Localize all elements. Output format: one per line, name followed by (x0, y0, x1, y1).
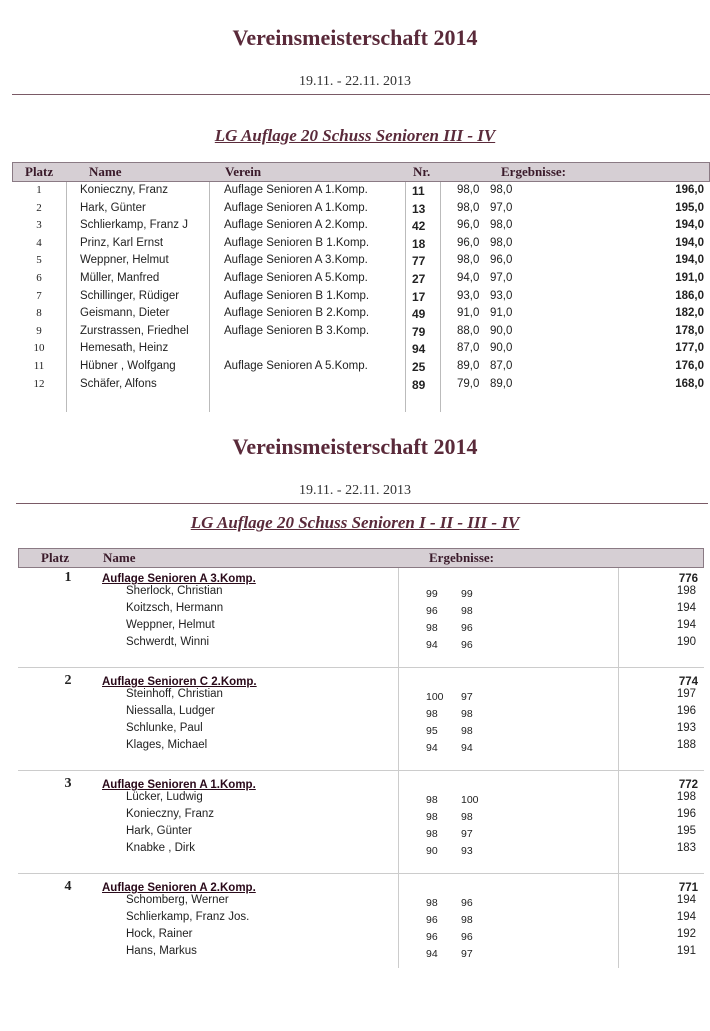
member-total: 196 (676, 705, 696, 717)
team-block (18, 673, 704, 773)
result-2-cell: 90,0 (490, 324, 513, 337)
member-total: 198 (676, 791, 696, 803)
member-score-2: 93 (461, 845, 473, 857)
result-2-cell: 91,0 (490, 307, 513, 320)
competition-subtitle-2: LG Auflage 20 Schuss Senioren I - II - III - IV (190, 513, 520, 532)
member-name: Lücker, Ludwig (126, 791, 203, 803)
total-cell: 168,0 (675, 377, 704, 390)
club-cell: Auflage Senioren B 2.Komp. (224, 307, 370, 320)
result-1-cell: 94,0 (457, 272, 480, 284)
number-cell: 49 (412, 307, 426, 322)
number-cell: 11 (412, 184, 425, 198)
result-1-cell: 98,0 (457, 254, 480, 267)
member-name: Hock, Rainer (126, 928, 193, 940)
member-total: 195 (676, 825, 696, 837)
total-cell: 178,0 (675, 324, 704, 337)
member-score-1: 94 (426, 742, 438, 754)
number-cell: 94 (412, 342, 426, 357)
team-total: 771 (678, 882, 698, 894)
member-row (18, 739, 704, 756)
table-row (12, 235, 710, 253)
name-cell: Geismann, Dieter (80, 307, 170, 320)
team-block (18, 776, 704, 876)
page-title-1: Vereinsmeisterschaft 2014 (232, 25, 478, 50)
member-score-2: 98 (461, 811, 473, 823)
member-row (18, 722, 704, 739)
rank-cell: 7 (36, 289, 42, 302)
member-score-1: 98 (426, 828, 438, 840)
member-score-2: 94 (461, 742, 473, 754)
result-1-cell: 93,0 (457, 289, 480, 302)
member-score-1: 98 (426, 708, 438, 720)
team-separator (18, 770, 704, 771)
member-score-2: 97 (461, 828, 473, 840)
member-total: 196 (676, 808, 696, 820)
total-cell: 194,0 (675, 254, 704, 267)
result-1-cell: 98,0 (457, 184, 480, 196)
result-2-cell: 98,0 (490, 236, 513, 249)
name-cell: Zurstrassen, Friedhel (80, 324, 189, 337)
member-row (18, 636, 704, 653)
table-row (12, 340, 710, 358)
header-ergebnisse: Ergebnisse: (429, 550, 494, 565)
member-name: Niessalla, Ludger (126, 705, 215, 717)
member-row (18, 928, 704, 945)
team-block (18, 879, 704, 979)
member-name: Klages, Michael (126, 739, 208, 751)
name-cell: Schäfer, Alfons (80, 377, 157, 390)
rank-cell: 12 (33, 377, 45, 390)
table-row (12, 358, 710, 376)
name-cell: Hübner , Wolfgang (80, 360, 176, 372)
name-cell: Weppner, Helmut (80, 254, 169, 267)
table-row (12, 182, 710, 200)
team-rank: 3 (64, 776, 72, 791)
header-name: Name (89, 164, 122, 179)
member-score-2: 100 (461, 794, 479, 806)
result-1-cell: 79,0 (457, 377, 480, 390)
member-name: Schlierkamp, Franz Jos. (126, 911, 250, 923)
member-score-2: 99 (461, 588, 473, 600)
table-row (12, 217, 710, 235)
total-cell: 194,0 (675, 219, 704, 232)
result-2-cell: 87,0 (490, 360, 513, 372)
team-total: 774 (678, 676, 698, 688)
result-2-cell: 96,0 (490, 254, 513, 267)
member-score-1: 100 (426, 691, 444, 703)
rank-cell: 5 (36, 254, 42, 267)
header-ergebnisse: Ergebnisse: (501, 164, 566, 179)
member-row (18, 945, 704, 962)
member-row (18, 602, 704, 619)
member-name: Schlunke, Paul (126, 722, 203, 734)
member-score-2: 96 (461, 622, 473, 634)
member-row (18, 585, 704, 602)
member-score-2: 97 (461, 948, 473, 960)
total-cell: 186,0 (675, 289, 704, 302)
rank-cell: 9 (36, 324, 42, 337)
member-total: 188 (676, 739, 696, 751)
member-score-1: 98 (426, 811, 438, 823)
member-score-2: 98 (461, 914, 473, 926)
name-cell: Schillinger, Rüdiger (80, 289, 180, 302)
member-score-2: 96 (461, 897, 473, 909)
member-score-1: 99 (426, 588, 438, 600)
result-1-cell: 88,0 (457, 324, 480, 337)
rank-cell: 6 (36, 272, 42, 284)
number-cell: 27 (412, 272, 426, 286)
rank-cell: 3 (36, 219, 42, 232)
club-cell: Auflage Senioren A 2.Komp. (224, 219, 368, 232)
rank-cell: 8 (36, 307, 42, 320)
page-title-2: Vereinsmeisterschaft 2014 (232, 434, 478, 459)
total-cell: 191,0 (675, 272, 704, 284)
header-platz: Platz (41, 550, 70, 565)
member-score-1: 98 (426, 897, 438, 909)
result-1-cell: 89,0 (457, 360, 480, 372)
total-cell: 194,0 (675, 236, 704, 249)
club-cell: Auflage Senioren A 5.Komp. (224, 272, 368, 284)
rank-cell: 2 (36, 201, 42, 214)
number-cell: 89 (412, 377, 426, 392)
name-cell: Prinz, Karl Ernst (80, 236, 164, 249)
number-cell: 25 (412, 360, 426, 374)
result-1-cell: 91,0 (457, 307, 480, 320)
member-total: 197 (676, 688, 696, 700)
member-total: 190 (676, 636, 696, 648)
table-row (12, 252, 710, 270)
name-cell: Hark, Günter (80, 201, 146, 214)
member-score-1: 94 (426, 639, 438, 651)
member-score-1: 96 (426, 931, 438, 943)
result-2-cell: 90,0 (490, 342, 513, 355)
member-name: Hark, Günter (126, 825, 192, 837)
number-cell: 13 (412, 201, 426, 216)
team-separator (18, 873, 704, 874)
member-row (18, 619, 704, 636)
name-cell: Konieczny, Franz (80, 184, 168, 196)
member-score-1: 95 (426, 725, 438, 737)
result-1-cell: 87,0 (457, 342, 480, 355)
member-row (18, 705, 704, 722)
club-cell: Auflage Senioren A 1.Komp. (224, 184, 368, 196)
rank-cell: 11 (33, 360, 45, 372)
member-total: 194 (676, 602, 696, 614)
total-cell: 176,0 (675, 360, 704, 372)
club-cell: Auflage Senioren B 3.Komp. (224, 324, 370, 337)
member-total: 192 (676, 928, 696, 940)
rank-cell: 4 (36, 236, 42, 249)
member-name: Schwerdt, Winni (126, 636, 210, 648)
number-cell: 17 (412, 289, 426, 304)
result-2-cell: 97,0 (490, 272, 513, 284)
team-rank: 2 (64, 673, 72, 688)
member-row (18, 688, 704, 705)
event-date-2: 19.11. - 22.11. 2013 (298, 483, 412, 498)
member-row (18, 911, 704, 928)
table-row (12, 288, 710, 306)
divider-2 (16, 503, 708, 504)
result-2-cell: 97,0 (490, 201, 513, 214)
member-name: Sherlock, Christian (126, 585, 223, 597)
member-total: 193 (676, 722, 696, 734)
result-2-cell: 98,0 (490, 184, 513, 196)
name-cell: Müller, Manfred (80, 272, 160, 284)
rank-cell: 10 (33, 342, 45, 355)
member-total: 183 (676, 842, 696, 854)
table-header (18, 548, 704, 568)
member-score-1: 98 (426, 794, 438, 806)
total-cell: 195,0 (675, 201, 704, 214)
member-name: Konieczny, Franz (126, 808, 214, 820)
number-cell: 42 (412, 219, 426, 234)
member-total: 191 (676, 945, 696, 957)
event-date-1: 19.11. - 22.11. 2013 (298, 74, 412, 89)
team-name: Auflage Senioren C 2.Komp. (102, 676, 257, 688)
member-row (18, 791, 704, 808)
header-name: Name (103, 550, 136, 565)
member-score-2: 97 (461, 691, 473, 703)
result-2-cell: 98,0 (490, 219, 513, 232)
result-1-cell: 96,0 (457, 236, 480, 249)
member-name: Knabke , Dirk (126, 842, 196, 854)
club-cell: Auflage Senioren B 1.Komp. (224, 289, 370, 302)
result-1-cell: 96,0 (457, 219, 480, 232)
table-row (12, 323, 710, 341)
name-cell: Hemesath, Heinz (80, 342, 169, 355)
total-cell: 177,0 (675, 342, 704, 355)
table-row (12, 376, 710, 394)
club-cell: Auflage Senioren B 1.Komp. (224, 236, 370, 249)
table-row (12, 305, 710, 323)
team-total: 776 (678, 573, 698, 585)
member-score-1: 98 (426, 622, 438, 634)
header-nr: Nr. (413, 164, 431, 179)
results-table-teams (18, 548, 704, 968)
member-total: 198 (676, 585, 696, 597)
table-row (12, 270, 710, 288)
member-total: 194 (676, 911, 696, 923)
member-score-2: 98 (461, 725, 473, 737)
header-platz: Platz (25, 164, 54, 179)
member-row (18, 808, 704, 825)
member-score-2: 96 (461, 931, 473, 943)
member-score-1: 96 (426, 914, 438, 926)
team-separator (18, 667, 704, 668)
member-name: Koitzsch, Hermann (126, 602, 224, 614)
total-cell: 182,0 (675, 307, 704, 320)
member-row (18, 842, 704, 859)
member-total: 194 (676, 619, 696, 631)
member-score-2: 96 (461, 639, 473, 651)
number-cell: 18 (412, 236, 426, 251)
member-name: Schomberg, Werner (126, 894, 229, 906)
results-table-individual (12, 162, 710, 412)
member-name: Weppner, Helmut (126, 619, 215, 631)
member-row (18, 825, 704, 842)
number-cell: 79 (412, 324, 426, 339)
member-name: Steinhoff, Christian (126, 688, 223, 700)
team-name: Auflage Senioren A 3.Komp. (102, 573, 256, 585)
member-score-1: 94 (426, 948, 438, 960)
team-name: Auflage Senioren A 2.Komp. (102, 882, 256, 894)
table-row (12, 200, 710, 218)
team-block (18, 570, 704, 670)
total-cell: 196,0 (675, 184, 704, 196)
member-row (18, 894, 704, 911)
member-score-2: 98 (461, 605, 473, 617)
rank-cell: 1 (36, 184, 42, 196)
team-rank: 4 (64, 879, 72, 894)
result-2-cell: 89,0 (490, 377, 513, 390)
club-cell: Auflage Senioren A 5.Komp. (224, 360, 368, 372)
club-cell: Auflage Senioren A 3.Komp. (224, 254, 368, 267)
team-name: Auflage Senioren A 1.Komp. (102, 779, 256, 791)
member-score-1: 96 (426, 605, 438, 617)
member-score-2: 98 (461, 708, 473, 720)
club-cell: Auflage Senioren A 1.Komp. (224, 201, 368, 214)
result-2-cell: 93,0 (490, 289, 513, 302)
result-1-cell: 98,0 (457, 201, 480, 214)
name-cell: Schlierkamp, Franz J (80, 219, 189, 232)
team-total: 772 (678, 779, 698, 791)
number-cell: 77 (412, 254, 426, 269)
team-rank: 1 (64, 570, 72, 585)
table-header (12, 162, 710, 182)
divider-1 (12, 94, 710, 95)
header-verein: Verein (225, 164, 262, 179)
member-total: 194 (676, 894, 696, 906)
competition-subtitle-1: LG Auflage 20 Schuss Senioren III - IV (214, 126, 496, 145)
member-score-1: 90 (426, 845, 438, 857)
member-name: Hans, Markus (126, 945, 197, 957)
